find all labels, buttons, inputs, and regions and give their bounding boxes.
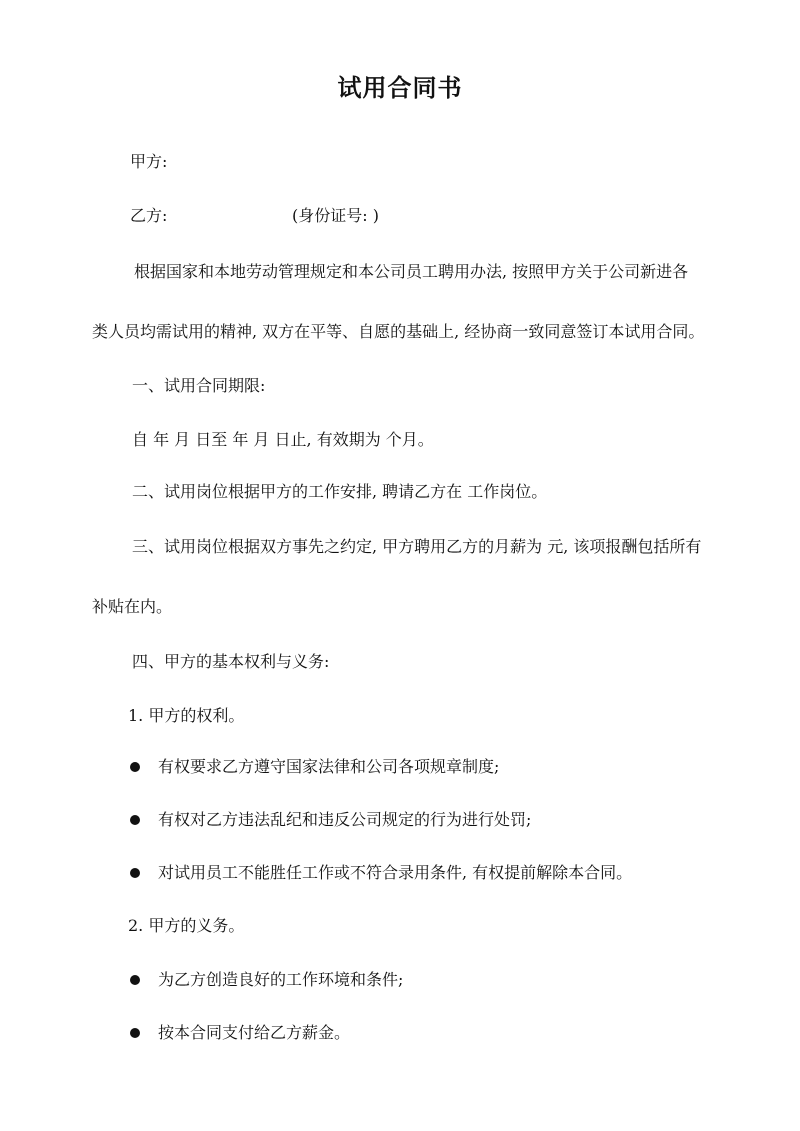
rights-item: 有权要求乙方遵守国家法律和公司各项规章制度; [158, 757, 500, 776]
intro-line-1: 根据国家和本地劳动管理规定和本公司员工聘用办法, 按照甲方关于公司新进各 [134, 262, 689, 281]
section-4-title: 四、甲方的基本权利与义务: [132, 652, 330, 671]
bullet-icon [130, 762, 140, 772]
rights-item: 对试用员工不能胜任工作或不符合录用条件, 有权提前解除本合同。 [158, 863, 633, 882]
section-2: 二、试用岗位根据甲方的工作安排, 聘请乙方在 工作岗位。 [132, 482, 548, 501]
duties-item: 按本合同支付给乙方薪金。 [158, 1023, 351, 1042]
party-b-id: (身份证号: ) [292, 206, 379, 225]
rights-item: 有权对乙方违法乱纪和违反公司规定的行为进行处罚; [158, 810, 532, 829]
section-3-line-2: 补贴在内。 [92, 597, 173, 616]
bullet-icon [130, 1028, 140, 1038]
party-a-label: 甲方: [130, 152, 168, 171]
duties-item: 为乙方创造良好的工作环境和条件; [158, 970, 404, 989]
document-title: 试用合同书 [337, 74, 463, 102]
rights-title: 1. 甲方的权利。 [128, 706, 245, 725]
bullet-icon [130, 815, 140, 825]
bullet-icon [130, 975, 140, 985]
section-1-title: 一、试用合同期限: [132, 376, 266, 395]
duties-title: 2. 甲方的义务。 [128, 916, 245, 935]
intro-line-2: 类人员均需试用的精神, 双方在平等、自愿的基础上, 经协商一致同意签订本试用合同。 [92, 322, 705, 341]
bullet-icon [130, 868, 140, 878]
section-3-line-1: 三、试用岗位根据双方事先之约定, 甲方聘用乙方的月薪为 元, 该项报酬包括所有 [132, 537, 702, 556]
party-b-label: 乙方: [130, 206, 168, 225]
section-1-body: 自 年 月 日至 年 月 日止, 有效期为 个月。 [132, 430, 434, 449]
